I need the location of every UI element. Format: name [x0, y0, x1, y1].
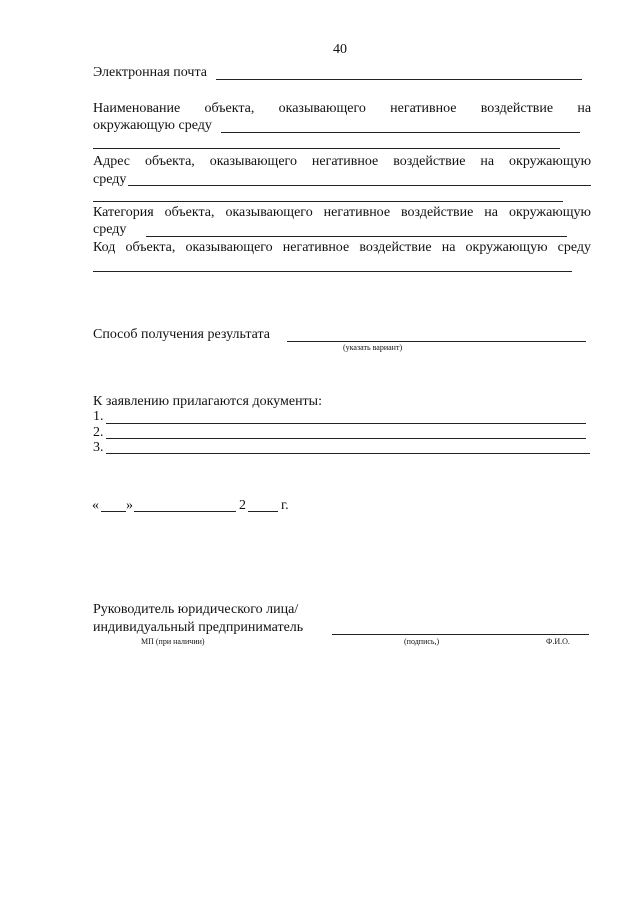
object-address-label-line2: среду — [93, 172, 127, 187]
label-word: негативное — [390, 101, 457, 116]
page-number: 40 — [333, 42, 347, 57]
object-address-label-line1 — [93, 154, 591, 170]
result-method-label: Способ получения результата — [93, 327, 270, 342]
label-word: объекта, — [125, 240, 176, 255]
email-label: Электронная почта — [93, 65, 207, 80]
date-open-quote: « — [92, 498, 99, 513]
label-word: объекта, — [144, 154, 195, 169]
label-word: объекта, — [204, 101, 255, 116]
object-category-label-line1 — [93, 205, 591, 221]
document-item-number-2: 2. — [93, 425, 104, 440]
label-word: Категория — [93, 205, 154, 220]
signature-hint: (подпись,) — [404, 637, 440, 646]
date-close-quote: » — [126, 498, 133, 513]
object-code-field-line[interactable] — [93, 271, 572, 272]
label-word: негативное — [323, 205, 391, 220]
label-word: оказывающего — [185, 240, 273, 255]
object-name-field-line-2[interactable] — [93, 148, 560, 149]
label-word: окружающую — [465, 240, 548, 255]
label-word: воздействие — [401, 205, 474, 220]
object-address-field-line-2[interactable] — [93, 201, 563, 202]
label-word: объекта, — [164, 205, 215, 220]
date-year-line[interactable] — [248, 511, 278, 512]
object-category-field-line[interactable] — [146, 236, 567, 237]
label-word: Адрес — [93, 154, 131, 169]
label-word: Наименование — [93, 101, 181, 116]
label-word: окружающую — [509, 154, 592, 169]
label-word: воздействие — [393, 154, 466, 169]
document-item-number-3: 3. — [93, 440, 104, 455]
date-year-suffix: г. — [281, 498, 289, 513]
label-word: на — [577, 101, 592, 116]
result-method-field-line[interactable] — [287, 341, 586, 342]
object-name-field-line[interactable] — [221, 132, 580, 133]
document-item-number-1: 1. — [93, 409, 104, 424]
document-item-line-3[interactable] — [106, 453, 590, 454]
object-category-label-line2: среду — [93, 222, 127, 237]
object-address-field-line[interactable] — [128, 185, 591, 186]
label-word: негативное — [282, 240, 350, 255]
object-code-label-line1 — [93, 240, 591, 256]
document-item-line-2[interactable] — [106, 438, 586, 439]
stamp-hint: МП (при наличии) — [141, 637, 205, 646]
date-century: 2 — [239, 498, 246, 513]
label-word: на — [484, 205, 499, 220]
label-word: на — [480, 154, 495, 169]
date-month-line[interactable] — [134, 511, 236, 512]
date-day-line[interactable] — [101, 511, 126, 512]
name-hint: Ф.И.О. — [546, 637, 570, 646]
label-word: воздействие — [359, 240, 432, 255]
signer-role-line1: Руководитель юридического лица/ — [93, 602, 299, 617]
documents-heading: К заявлению прилагаются документы: — [93, 394, 322, 409]
label-word: оказывающего — [209, 154, 297, 169]
label-word: Код — [93, 240, 116, 255]
object-name-label-line2: окружающую среду — [93, 118, 212, 133]
label-word: оказывающего — [278, 101, 366, 116]
document-item-line-1[interactable] — [106, 423, 586, 424]
label-word: воздействие — [480, 101, 554, 116]
result-method-hint: (указать вариант) — [343, 343, 403, 352]
label-word: оказывающего — [225, 205, 313, 220]
object-name-label-line1 — [93, 101, 591, 117]
label-word: окружающую — [508, 205, 592, 220]
signer-role-line2: индивидуальный предприниматель — [93, 620, 304, 635]
signature-field-line[interactable] — [332, 634, 589, 635]
label-word: негативное — [311, 154, 379, 169]
email-field-line[interactable] — [216, 79, 582, 80]
label-word: среду — [557, 240, 592, 255]
label-word: на — [441, 240, 456, 255]
